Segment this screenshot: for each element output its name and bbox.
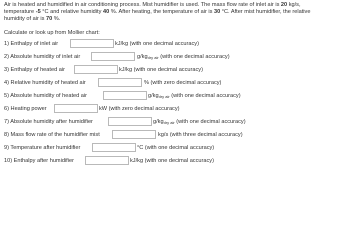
question-label: 8) Mass flow rate of the humidifier mist <box>4 132 100 138</box>
answer-input-6[interactable] <box>54 104 98 113</box>
answer-input-3[interactable] <box>74 65 118 74</box>
unit-sub: dry air <box>158 94 170 99</box>
unit-label: kJ/kg (with one decimal accuracy) <box>130 158 214 164</box>
question-label: 4) Relative humidity of heated air <box>4 80 86 86</box>
question-label: 3) Enthalpy of heated air <box>4 67 65 73</box>
heated-temp-value: 30 <box>213 9 221 16</box>
unit-label: °C (with one decimal accuracy) <box>137 145 215 151</box>
question-row <box>0 130 350 140</box>
problem-text: temperature <box>4 9 36 16</box>
question-row <box>0 52 350 62</box>
problem-text: Air is heated and humidified in air conditioning process. Mist humidifier is used. The mass flow rate of inlet air is <box>4 2 281 8</box>
answer-input-7[interactable] <box>108 117 152 126</box>
question-row <box>0 143 350 153</box>
outlet-rh-value: 70 <box>45 16 53 23</box>
problem-text: humidity of air is <box>4 16 46 23</box>
unit-main: g/kg <box>153 119 164 125</box>
problem-statement <box>4 2 348 24</box>
question-row <box>0 65 350 75</box>
unit-tail: (with one decimal accuracy) <box>174 119 246 125</box>
answer-input-2[interactable] <box>91 52 135 61</box>
answer-input-1[interactable] <box>70 39 114 48</box>
question-row <box>0 91 350 101</box>
answer-input-5[interactable] <box>103 91 147 100</box>
question-label: 1) Enthalpy of inlet air <box>4 41 59 47</box>
question-label: 10) Enthalpy after humidifier <box>4 158 74 164</box>
problem-text: °C. After mist humidifier, the relative <box>220 9 311 16</box>
unit-tail: (with one decimal accuracy) <box>158 54 230 60</box>
inlet-rh-value: 40 <box>102 9 110 16</box>
unit-main: g/kg <box>137 54 148 60</box>
unit-label: % (with zero decimal accuracy) <box>144 80 222 86</box>
unit-label: kJ/kg (with one decimal accuracy) <box>115 41 199 47</box>
unit-label: kW (with zero decimal accuracy) <box>99 106 180 112</box>
unit-label <box>153 119 246 126</box>
answer-input-9[interactable] <box>92 143 136 152</box>
unit-sub: dry air <box>163 120 175 125</box>
problem-text: °C and relative humidity <box>40 9 103 16</box>
question-label: 7) Absolute humidity after humidifier <box>4 119 93 125</box>
answer-input-10[interactable] <box>85 156 129 165</box>
question-label: 5) Absolute humidity of heated air <box>4 93 88 99</box>
question-row <box>0 104 350 114</box>
problem-text: %. <box>52 16 61 23</box>
inlet-temp-value: -5 <box>35 9 41 16</box>
unit-main: g/kg <box>148 93 159 99</box>
question-label: 6) Heating power <box>4 106 47 112</box>
question-row <box>0 117 350 127</box>
question-row <box>0 156 350 166</box>
answer-input-4[interactable] <box>98 78 142 87</box>
unit-sub: dry air <box>147 55 159 60</box>
question-row <box>0 78 350 88</box>
question-row <box>0 39 350 49</box>
unit-tail: (with one decimal accuracy) <box>169 93 241 99</box>
question-label: 9) Temperature after humidifier <box>4 145 81 151</box>
unit-label <box>137 54 230 61</box>
problem-text: %. After heating, the temperature of air is <box>109 9 214 16</box>
flow-value: 20 <box>280 2 288 8</box>
unit-label <box>148 93 241 100</box>
question-label: 2) Absolute humidity of inlet air <box>4 54 81 60</box>
unit-label: kg/s (with three decimal accuracy) <box>158 132 243 138</box>
problem-text: kg/s, <box>287 2 301 8</box>
instruction-text: Calculate or look up from Mollier chart: <box>4 30 100 36</box>
answer-input-8[interactable] <box>112 130 156 139</box>
unit-label: kJ/kg (with one decimal accuracy) <box>119 67 203 73</box>
